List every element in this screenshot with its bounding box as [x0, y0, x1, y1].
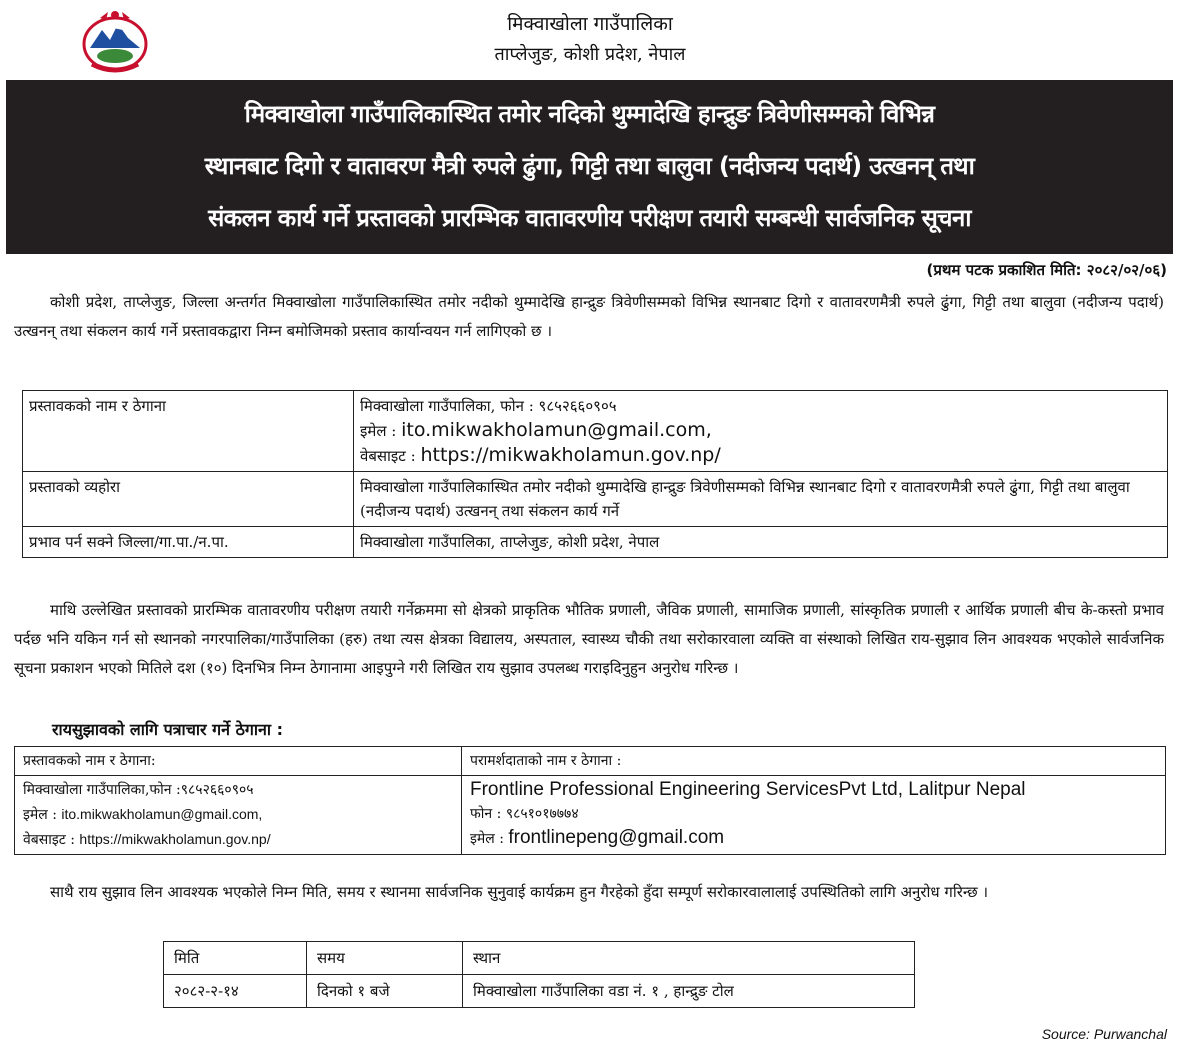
consultant-name: Frontline Professional Engineering ServicesPvt Ltd, Lalitpur Nepal: [470, 779, 1026, 800]
consultant-phone: ९८५१०१७७७४: [505, 806, 579, 822]
proposer-label: प्रस्तावकको नाम र ठेगाना: [23, 391, 354, 472]
publication-date: (प्रथम पटक प्रकाशित मिति: २०८२/०२/०६): [926, 261, 1167, 279]
consultant-header: परामर्शदाताको नाम र ठेगाना :: [462, 747, 1166, 776]
email-label: इमेल :: [360, 422, 402, 440]
contact-table: [14, 746, 1166, 855]
consultant-email: frontlinepeng@gmail.com: [508, 827, 725, 848]
nepal-emblem-icon: [80, 8, 150, 74]
header: [0, 0, 1181, 80]
proposer-website-line: [360, 443, 1161, 468]
table-header-row: [164, 942, 915, 975]
affected-area-label: प्रभाव पर्न सक्ने जिल्ला/गा.पा./न.पा.: [23, 527, 354, 558]
table-row: [15, 747, 1166, 776]
proposal-table: [22, 390, 1168, 558]
proposer-website-line: [23, 827, 453, 852]
contact-heading: रायसुझावको लागि पत्राचार गर्ने ठेगाना :: [52, 720, 284, 739]
consultant-phone-line: [470, 802, 1157, 826]
org-address: ताप्लेजुङ, कोशी प्रदेश, नेपाल: [494, 44, 686, 65]
org-name: मिक्वाखोला गाउँपालिका: [507, 13, 673, 35]
hearing-table: [163, 941, 915, 1008]
table-row: [23, 527, 1168, 558]
proposal-subject-label: प्रस्तावको व्यहोरा: [23, 472, 354, 527]
proposer-email-line: [360, 418, 1161, 443]
notice-title: [6, 80, 1173, 254]
website-label: वेबसाइट :: [23, 832, 80, 848]
website-label: वेबसाइट :: [360, 447, 421, 465]
table-row: [23, 391, 1168, 472]
title-line-3: संकलन कार्य गर्ने प्रस्तावको प्रारम्भिक वातावरणीय परीक्षण तयारी सम्बन्धी सार्वजनिक सूचना: [208, 204, 971, 232]
hearing-time: दिनको १ बजे: [307, 975, 463, 1008]
phone-label: फोन :: [470, 806, 506, 822]
email-label: इमेल :: [23, 807, 62, 823]
proposer-website: https://mikwakholamun.gov.np/: [79, 831, 271, 847]
proposer-website: https://mikwakholamun.gov.np/: [420, 444, 721, 466]
proposer-name-phone: मिक्वाखोला गाउँपालिका,फोन :९८५२६६०९०५: [23, 782, 254, 798]
consultant-email-line: [470, 826, 1157, 851]
proposer-email: ito.mikwakholamun@gmail.com,: [61, 806, 263, 822]
hearing-place: मिक्वाखोला गाउँपालिका वडा नं. १ , हान्द्रुङ टोल: [463, 975, 915, 1008]
proposal-subject-value: मिक्वाखोला गाउँपालिकास्थित तमोर नदीको थुम्मादेखि हान्द्रुङ त्रिवेणीसम्मको विभिन्न स्थानबाट दिगो र वातावरणमैत्री रुपले ढुंगा, गिट्टी तथा बालुवा (नदीजन्य पदार्थ) उत्खनन् तथा संकलन कार्य गर्ने: [354, 472, 1168, 527]
title-line-2: स्थानबाट दिगो र वातावरण मैत्री रुपले ढुंगा, गिट्टी तथा बालुवा (नदीजन्य पदार्थ) उत्खनन् तथा: [204, 152, 975, 180]
hearing-paragraph: साथै राय सुझाव लिन आवश्यक भएकोले निम्न मिति, समय र स्थानमा सार्वजनिक सुनुवाई कार्यक्रम हुन गैरहेको हुँदा सम्पूर्ण सरोकारवालालाई उपस्थितिको लागि अनुरोध गरिन्छ ।: [50, 883, 989, 901]
date-header: मिति: [164, 942, 307, 975]
title-line-1: मिक्वाखोला गाउँपालिकास्थित तमोर नदिको थुम्मादेखि हान्द्रुङ त्रिवेणीसम्मको विभिन्न: [244, 100, 935, 128]
table-row: [15, 776, 1166, 855]
proposer-value: [354, 391, 1168, 472]
email-label: इमेल :: [470, 831, 509, 847]
table-row: [164, 975, 915, 1008]
proposer-header: प्रस्तावकको नाम र ठेगाना:: [15, 747, 462, 776]
consultant-contact: [462, 776, 1166, 855]
intro-paragraph: कोशी प्रदेश, ताप्लेजुङ, जिल्ला अन्तर्गत मिक्वाखोला गाउँपालिकास्थित तमोर नदीको थुम्मादेखि हान्द्रुङ त्रिवेणीसम्मको विभिन्न स्थानबाट दिगो र वातावरणमैत्री रुपले ढुंगा, गिट्टी तथा बालुवा (नदीजन्य पदार्थ) उत्खनन् तथा संकलन कार्य गर्ने प्रस्तावकद्वारा निम्न बमोजिमको प्रस्ताव कार्यान्वयन गर्न लागिएको छ ।: [14, 293, 1164, 340]
place-header: स्थान: [463, 942, 915, 975]
proposer-contact: [15, 776, 462, 855]
source-credit: Source: Purwanchal: [1041, 1026, 1167, 1042]
proposer-name-phone: मिक्वाखोला गाउँपालिका, फोन : ९८५२६६०९०५: [360, 397, 617, 415]
table-row: [23, 472, 1168, 527]
time-header: समय: [307, 942, 463, 975]
hearing-date: २०८२-२-१४: [164, 975, 307, 1008]
main-paragraph: माथि उल्लेखित प्रस्तावको प्रारम्भिक वातावरणीय परीक्षण तयारी गर्नेक्रममा सो क्षेत्रको प्राकृतिक भौतिक प्रणाली, जैविक प्रणाली, सामाजिक प्रणाली, सांस्कृतिक प्रणाली र आर्थिक प्रणाली बीच के-कस्तो प्रभाव पर्दछ भनि यकिन गर्न सो स्थानको नगरपालिका/गाउँपालिका (हरु) तथा त्यस क्षेत्रका विद्यालय, अस्पताल, स्वास्थ्य चौकी तथा सरोकारवाला व्यक्ति वा संस्थाको लिखित राय-सुझाव लिन आवश्यक भएकोले सार्वजनिक सूचना प्रकाशन भएको मितिले दश (१०) दिनभित्र निम्न ठेगानामा आइपुग्ने गरी लिखित राय सुझाव उपलब्ध गराइदिनुहुन अनुरोध गरिन्छ ।: [14, 601, 1164, 677]
proposer-email: ito.mikwakholamun@gmail.com,: [401, 419, 712, 441]
affected-area-value: मिक्वाखोला गाउँपालिका, ताप्लेजुङ, कोशी प्रदेश, नेपाल: [354, 527, 1168, 558]
proposer-email-line: [23, 802, 453, 827]
